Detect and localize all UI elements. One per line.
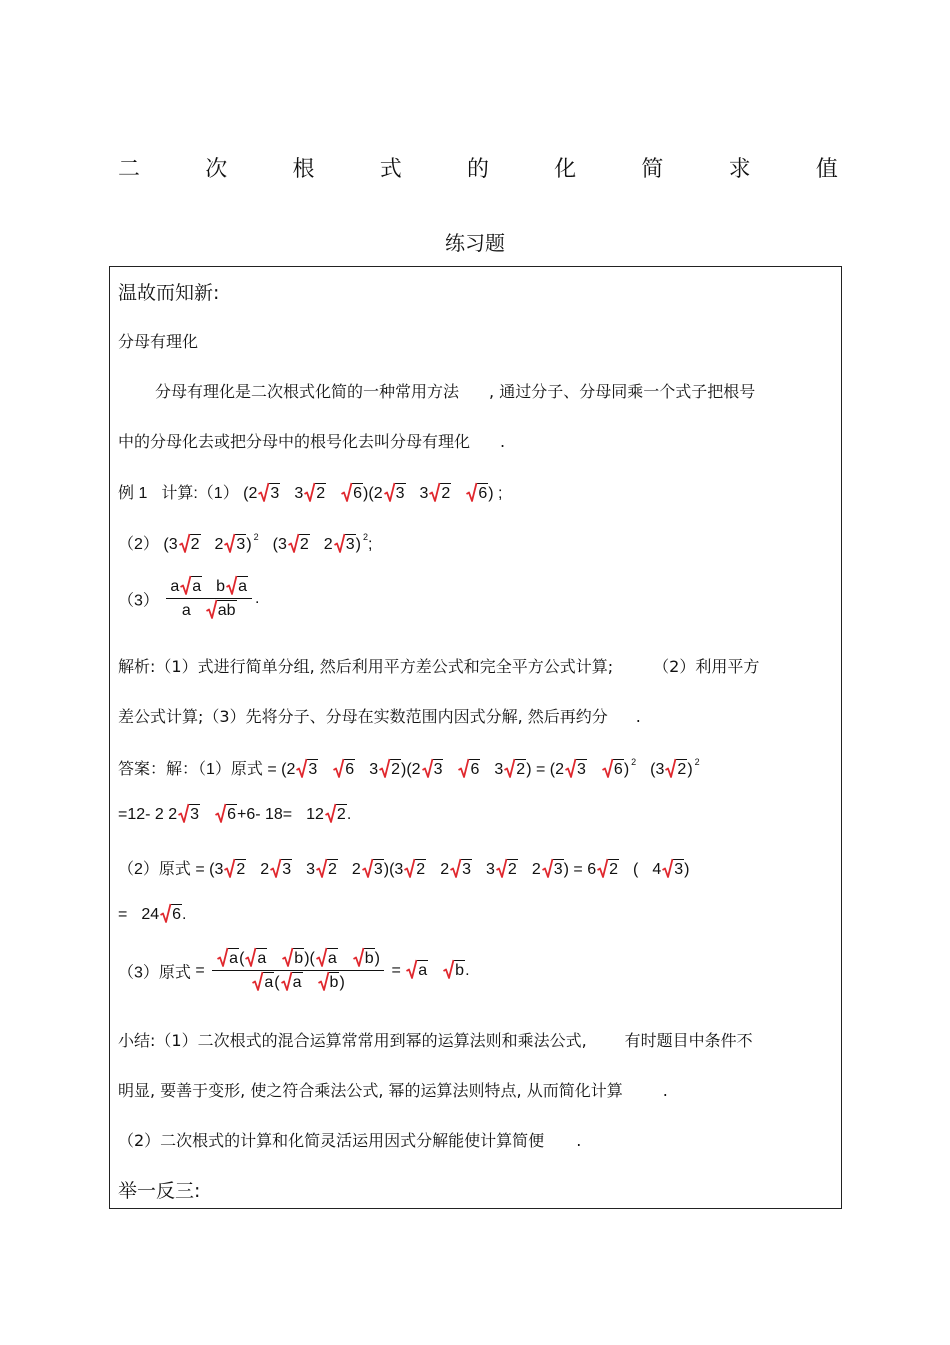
text: 答案：解：（1）原式 <box>118 761 263 778</box>
math: ( <box>274 974 280 991</box>
answer-2-result <box>118 906 187 924</box>
radical <box>665 761 687 779</box>
math: 2 <box>555 761 565 778</box>
radicand: 2 <box>441 485 451 502</box>
example-1-part-2 <box>118 531 372 554</box>
math: 2 <box>323 536 333 553</box>
math: b <box>216 578 226 595</box>
radicand: 3 <box>433 761 443 778</box>
radical <box>180 578 202 596</box>
radical-sign-icon <box>422 758 433 779</box>
math: 3 <box>419 485 429 502</box>
radical <box>270 861 292 879</box>
radical <box>281 974 303 992</box>
radical <box>422 761 444 779</box>
radical-sign-icon <box>217 947 228 968</box>
radical-sign-icon <box>504 758 515 779</box>
title-char: 简 <box>641 157 664 182</box>
summary <box>118 1028 753 1051</box>
analysis <box>118 704 641 727</box>
math: ) <box>401 761 407 778</box>
radicand: 6 <box>345 761 355 778</box>
math: ( <box>163 536 169 553</box>
radical <box>316 950 338 968</box>
radical <box>258 485 280 503</box>
answer-1 <box>118 756 700 779</box>
example-1-part-1 <box>118 480 502 503</box>
radical <box>224 861 246 879</box>
math: ) <box>687 761 693 778</box>
math: =12- 2 2 <box>118 806 178 823</box>
math: ( <box>406 761 412 778</box>
math: 3 <box>168 536 178 553</box>
exponent: 2 <box>362 532 368 542</box>
math: 3 <box>394 861 404 878</box>
radical <box>252 974 274 992</box>
topic-heading: 分母有理化 <box>118 332 199 351</box>
radical-sign-icon <box>362 858 373 879</box>
exponent: 2 <box>253 532 259 542</box>
radical-sign-icon <box>458 758 469 779</box>
radical-sign-icon <box>450 858 461 879</box>
radicand: b <box>455 962 465 979</box>
math: ( <box>272 536 278 553</box>
radicand: 3 <box>236 536 246 553</box>
radicand: 3 <box>270 485 280 502</box>
math: ; <box>498 485 503 502</box>
radicand: 2 <box>609 861 619 878</box>
math: 3 <box>214 861 224 878</box>
math: ( <box>239 950 245 967</box>
radical <box>458 761 480 779</box>
radical <box>404 861 426 879</box>
text: , 通过分子、分母同乘一个式子把根号 <box>489 382 756 401</box>
radical-sign-icon <box>602 758 613 779</box>
radical-sign-icon <box>288 533 299 554</box>
radical <box>662 861 684 879</box>
radical-sign-icon <box>258 482 269 503</box>
math: ) <box>488 485 494 502</box>
radical <box>334 536 356 554</box>
radical-sign-icon <box>334 533 345 554</box>
title-char: 二 <box>118 157 141 182</box>
math: 3 <box>277 536 287 553</box>
radicand: a <box>192 578 202 595</box>
math: 2 <box>373 485 383 502</box>
math: ) <box>383 861 390 878</box>
math: = <box>267 761 277 778</box>
radical-sign-icon <box>443 959 454 980</box>
radical-sign-icon <box>215 803 226 824</box>
radical-sign-icon <box>565 758 576 779</box>
text: （2）原式 <box>118 861 191 878</box>
radical-sign-icon <box>178 803 189 824</box>
text: 中的分母化去或把分母中的根号化去叫分母有理化 <box>118 432 471 451</box>
radical-sign-icon <box>245 947 256 968</box>
math: ( <box>368 485 374 502</box>
radicand: 6 <box>172 906 182 923</box>
paragraph <box>118 429 505 452</box>
radical <box>179 536 201 554</box>
example-label: 例 1 <box>118 485 148 502</box>
math: . <box>254 590 260 607</box>
radical <box>226 578 248 596</box>
radicand: 3 <box>308 761 318 778</box>
text: . <box>576 1131 582 1150</box>
radical-sign-icon <box>662 858 673 879</box>
content-box <box>109 266 842 1209</box>
radical <box>333 761 355 779</box>
math: 2 <box>214 536 224 553</box>
radical-sign-icon <box>282 947 293 968</box>
radicand: 3 <box>553 861 563 878</box>
text: 差公式计算;（3）先将分子、分母在实数范围内因式分解, 然后再约分 <box>118 707 608 726</box>
document-title <box>118 152 838 183</box>
radical <box>325 806 347 824</box>
math: = <box>195 962 205 979</box>
radical <box>406 962 428 980</box>
radical <box>565 761 587 779</box>
math: a <box>181 602 191 619</box>
text: . <box>662 1081 668 1100</box>
math: ( <box>309 950 315 967</box>
math: ) <box>363 485 369 502</box>
radical <box>542 861 564 879</box>
text: 明显, 要善于变形, 使之符合乘法公式, 幂的运算法则特点, 从而简化计算 <box>118 1081 623 1100</box>
math: 2 <box>440 861 450 878</box>
text: （3） <box>118 592 159 610</box>
math: ) <box>563 861 569 878</box>
radical <box>384 485 406 503</box>
title-char: 的 <box>466 157 489 182</box>
radicand: 6 <box>613 761 623 778</box>
radical-sign-icon <box>160 903 171 924</box>
radicand: 6 <box>353 485 363 502</box>
title-char: 化 <box>554 157 577 182</box>
math: ) <box>684 861 690 878</box>
radicand: 2 <box>299 536 309 553</box>
radical-sign-icon <box>325 803 336 824</box>
radical <box>504 761 526 779</box>
math: ) <box>339 974 345 991</box>
radicand: a <box>264 974 274 991</box>
radical-sign-icon <box>224 533 235 554</box>
math: ) <box>623 761 630 778</box>
math: ; <box>367 536 373 553</box>
math: 3 <box>294 485 304 502</box>
radical-sign-icon <box>281 971 292 992</box>
radical <box>304 485 326 503</box>
text: 解析:（1）式进行简单分组, 然后利用平方差公式和完全平方公式计算; <box>118 657 614 676</box>
radical-sign-icon <box>406 959 417 980</box>
radical <box>245 950 267 968</box>
radical-sign-icon <box>316 858 327 879</box>
radical <box>178 806 200 824</box>
radical-sign-icon <box>665 758 676 779</box>
exponent: 2 <box>694 757 700 767</box>
radical <box>443 962 465 980</box>
math: 3 <box>655 761 665 778</box>
radicand: a <box>292 974 302 991</box>
radical <box>450 861 472 879</box>
title-char: 求 <box>728 157 751 182</box>
math: 2 <box>351 861 361 878</box>
radical-sign-icon <box>224 858 235 879</box>
math: 2 <box>411 761 421 778</box>
radical-sign-icon <box>226 575 237 596</box>
math: +6- 18= <box>236 806 293 823</box>
radical-sign-icon <box>304 482 315 503</box>
radicand: a <box>229 950 239 967</box>
radical-sign-icon <box>542 858 553 879</box>
math: 3 <box>306 861 316 878</box>
math: = <box>535 761 546 778</box>
radical <box>496 861 518 879</box>
radicand: 6 <box>470 761 480 778</box>
radicand: 3 <box>373 861 383 878</box>
radicand: 6 <box>478 485 488 502</box>
section-heading: 举一反三: <box>118 1180 201 1202</box>
radical <box>215 806 237 824</box>
math: 4 <box>652 861 662 878</box>
radicand: 2 <box>190 536 200 553</box>
radicand: 6 <box>227 806 236 823</box>
radical <box>353 950 375 968</box>
radical-sign-icon <box>180 575 191 596</box>
answer-2 <box>118 856 690 879</box>
radical-sign-icon <box>379 758 390 779</box>
radical <box>429 485 451 503</box>
radicand: a <box>257 950 267 967</box>
radicand: b <box>364 950 374 967</box>
radicand: a <box>418 962 428 979</box>
math: ) <box>355 536 361 553</box>
radical <box>379 761 401 779</box>
radical-sign-icon <box>252 971 263 992</box>
radical <box>288 536 310 554</box>
radicand: b <box>294 950 304 967</box>
fraction <box>212 950 384 992</box>
radical <box>341 485 363 503</box>
analysis <box>118 654 759 677</box>
radicand: a <box>238 578 247 595</box>
radicand: 2 <box>336 806 346 823</box>
radical <box>318 974 340 992</box>
math: a <box>170 578 180 595</box>
math: 3 <box>494 761 504 778</box>
math: 2 <box>248 485 258 502</box>
math: 2 <box>531 861 541 878</box>
math: 3 <box>486 861 495 878</box>
radical <box>217 950 239 968</box>
math: = <box>391 962 401 979</box>
math: 24 <box>141 906 160 923</box>
text: 有时题目中条件不 <box>624 1031 753 1050</box>
radicand: ab <box>217 602 236 619</box>
radicand: 3 <box>282 861 292 878</box>
document-subtitle: 练习题 <box>445 231 505 255</box>
radicand: 2 <box>391 761 401 778</box>
text: （2）二次根式的计算和化简灵活运用因式分解能使计算简便 <box>118 1131 545 1150</box>
radicand: 3 <box>395 485 405 502</box>
math: . <box>182 906 187 923</box>
radical-sign-icon <box>466 482 477 503</box>
title-char: 式 <box>379 157 402 182</box>
radicand: 3 <box>190 806 200 823</box>
summary <box>118 1078 668 1101</box>
math: ( <box>281 761 287 778</box>
radical-sign-icon <box>270 858 281 879</box>
title-char: 值 <box>815 157 838 182</box>
math: ( <box>549 761 556 778</box>
radical-sign-icon <box>341 482 352 503</box>
text: （2） <box>118 536 159 553</box>
radicand: 2 <box>516 761 526 778</box>
math: ) <box>304 950 310 967</box>
radicand: 3 <box>345 536 355 553</box>
math: ) <box>246 536 252 553</box>
math: 12 <box>306 806 324 823</box>
math: . <box>346 806 352 823</box>
math: ( <box>650 761 656 778</box>
radical <box>296 761 318 779</box>
radicand: 2 <box>416 861 426 878</box>
paragraph <box>155 379 755 402</box>
radical-sign-icon <box>353 947 364 968</box>
math: ( <box>243 485 249 502</box>
radical-sign-icon <box>404 858 415 879</box>
radical-sign-icon <box>384 482 395 503</box>
radicand: 3 <box>674 861 684 878</box>
radicand: 2 <box>507 861 517 878</box>
text: . <box>500 432 506 451</box>
math: 3 <box>369 761 379 778</box>
radical <box>466 485 488 503</box>
math: = <box>118 906 128 923</box>
math: ) <box>374 950 380 967</box>
radical <box>224 536 246 554</box>
radicand: 2 <box>316 485 326 502</box>
exponent: 2 <box>631 757 637 767</box>
radicand: 3 <box>577 761 586 778</box>
radicand: 2 <box>328 861 337 878</box>
text: 小结:（1）二次根式的混合运算常常用到幂的运算法则和乘法公式, <box>118 1031 587 1050</box>
radical <box>602 761 624 779</box>
example-1-part-3 <box>118 578 259 620</box>
answer-3 <box>118 950 470 992</box>
radical-sign-icon <box>296 758 307 779</box>
math: ( <box>389 861 395 878</box>
radical-sign-icon <box>179 533 190 554</box>
radicand: 3 <box>462 861 472 878</box>
math: 2 <box>286 761 296 778</box>
radicand: 2 <box>236 861 246 878</box>
radical-sign-icon <box>206 599 217 620</box>
radical-sign-icon <box>333 758 344 779</box>
radical-sign-icon <box>496 858 507 879</box>
radical-sign-icon <box>316 947 327 968</box>
radicand: a <box>327 950 337 967</box>
math: ( <box>633 861 639 878</box>
radical <box>206 602 237 620</box>
math: ) <box>526 761 532 778</box>
math: ( <box>209 861 215 878</box>
radical <box>362 861 384 879</box>
radical-sign-icon <box>318 971 329 992</box>
text: 计算:（1） <box>161 485 239 502</box>
summary <box>118 1128 581 1151</box>
radical-sign-icon <box>597 858 608 879</box>
fraction <box>166 578 252 620</box>
radical <box>160 906 182 924</box>
math: 2 <box>260 861 270 878</box>
radical-sign-icon <box>429 482 440 503</box>
math: = <box>573 861 583 878</box>
text: （3）原式 <box>118 964 191 982</box>
answer-1-result <box>118 806 351 824</box>
text: 分母有理化是二次根式化简的一种常用方法 <box>155 382 460 401</box>
radicand: b <box>329 974 339 991</box>
math: 6 <box>587 861 597 878</box>
title-char: 次 <box>205 157 228 182</box>
radicand: 2 <box>677 761 687 778</box>
math: = <box>195 861 205 878</box>
math: . <box>465 962 470 979</box>
section-heading: 温故而知新: <box>118 282 220 304</box>
radical <box>316 861 338 879</box>
title-char: 根 <box>292 157 315 182</box>
text: . <box>635 707 641 726</box>
radical <box>597 861 619 879</box>
radical <box>282 950 304 968</box>
text: （2）利用平方 <box>653 657 760 676</box>
